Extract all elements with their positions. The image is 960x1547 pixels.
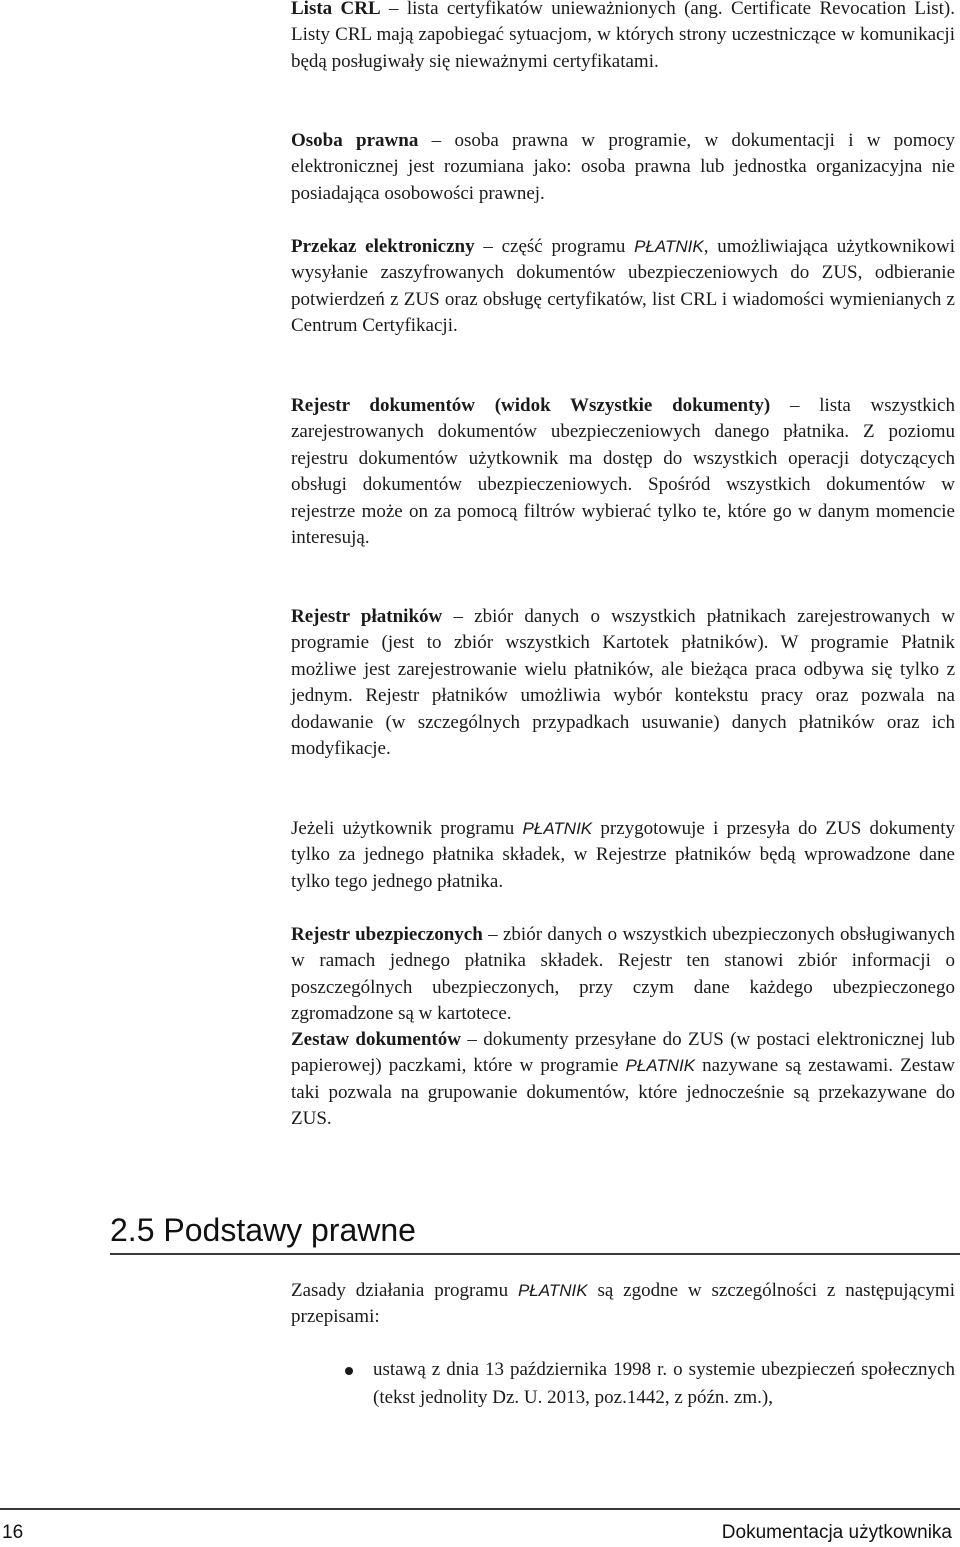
list-item-text: ustawą z dnia 13 października 1998 r. o systemie ubezpieczeń społecznych (tekst jednolity Dz. U. 2013, poz.1442, z późn. zm.), <box>373 1359 955 1408</box>
glossary-entry-lista-crl <box>291 0 955 75</box>
program-name: PŁATNIK <box>522 819 593 838</box>
glossary-paragraph <box>291 234 955 340</box>
term-dash: – <box>418 130 455 151</box>
glossary-entry-rejestr-ubezpieczonych <box>291 922 955 1028</box>
glossary-definition: , umożliwiająca użytkownikowi wysyłanie zaszyfrowanych dokumentów ubezpieczeniowych do ZUS, odbieranie potwierdzeń z ZUS oraz obsługę certyfikatów, list CRL i wiadomości wymienianych z Centrum Certyfikacji. <box>291 236 955 337</box>
list-item <box>291 1356 955 1411</box>
glossary-definition: zbiór danych o wszystkich płatnikach zarejestrowanych w programie (jest to zbiór wszystkich Kartotek płatników). W programie Płatnik możliwe jest zarejestrowanie wielu płatników, ale bieżąca praca odbywa się tylko z jednym. Rejestr płatników umożliwia wybór kontekstu pracy oraz pozwala na dodawanie (w szczególnych przypadkach usuwanie) danych płatników oraz ich modyfikacje. <box>291 606 955 760</box>
glossary-paragraph <box>291 128 955 207</box>
glossary-definition: osoba prawna w programie, w dokumentacji i w pomocy elektronicznej jest rozumiana jako: osoba prawna lub jednostka organizacyjna nie posiadająca osobowości prawnej. <box>291 130 956 204</box>
section-divider <box>110 1253 960 1255</box>
glossary-note-single-payer <box>291 816 955 895</box>
page-number: 16 <box>2 1522 24 1543</box>
term-dash: – <box>770 395 820 416</box>
program-name: PŁATNIK <box>625 1056 696 1076</box>
glossary-paragraph <box>291 922 955 1028</box>
intro-text: są zgodne w szczególności z następującymi przepisami: <box>291 1280 955 1328</box>
glossary-term: Przekaz elektroniczny <box>291 236 475 257</box>
glossary-definition: lista wszystkich zarejestrowanych dokumentów ubezpieczeniowych danego płatnika. Z poziomu rejestru dokumentów użytkownik ma dostęp do wszystkich operacji dotyczących obsługi dokumentów ubezpieczeniowych. Spośród wszystkich dokumentów w rejestrze może on za pomocą filtrów wybierać tylko te, które go w danym momencie interesują. <box>291 395 955 549</box>
footer-title: Dokumentacja użytkownika <box>721 1522 952 1543</box>
note-paragraph <box>291 816 955 895</box>
intro-paragraph <box>291 1278 955 1331</box>
glossary-term: Zestaw dokumentów <box>291 1029 461 1050</box>
glossary-term: Rejestr dokumentów (widok Wszystkie dokumenty) <box>291 395 771 416</box>
glossary-entry-osoba-prawna <box>291 128 955 207</box>
term-dash: – <box>460 1029 484 1050</box>
footer-divider <box>0 1508 960 1510</box>
glossary-paragraph <box>291 393 955 551</box>
glossary-paragraph <box>291 0 955 75</box>
glossary-entry-zestaw-dokumentow <box>291 1027 955 1133</box>
note-text: przygotowuje i przesyła do ZUS dokumenty tylko za jednego płatnika składek, w Rejestrze płatników będą wprowadzone dane tylko tego jednego płatnika. <box>291 818 955 892</box>
bullet-icon <box>345 1367 353 1375</box>
glossary-entry-rejestr-dokumentow <box>291 393 955 551</box>
glossary-definition-lead: dokumenty przesyłane do ZUS (w postaci elektronicznej lub papierowej) paczkami, które w programie <box>291 1029 956 1077</box>
glossary-term: Rejestr płatników <box>291 606 443 627</box>
program-name: PŁATNIK <box>634 237 704 256</box>
glossary-definition: lista certyfikatów unieważnionych (ang. Certificate Revocation List). Listy CRL mają zapobiegać sytuacjom, w których strony uczestniczące w komunikacji będą posługiwały się nieważnymi certyfikatami. <box>291 0 955 72</box>
glossary-entry-rejestr-platnikow <box>291 604 955 762</box>
glossary-term: Rejestr ubezpieczonych <box>291 924 483 945</box>
term-dash: – <box>482 924 503 945</box>
glossary-entry-przekaz-elektroniczny <box>291 234 955 340</box>
glossary-definition: nazywane są zestawami. Zestaw taki pozwala na grupowanie dokumentów, które jednocześnie są przekazywane do ZUS. <box>291 1055 955 1130</box>
term-dash: – <box>380 0 407 19</box>
glossary-term: Lista CRL <box>291 0 381 19</box>
term-dash: – <box>474 236 502 257</box>
program-name: PŁATNIK <box>517 1281 588 1300</box>
term-dash: – <box>442 606 475 627</box>
section-heading: 2.5 Podstawy prawne <box>110 1212 416 1248</box>
note-lead: Jeżeli użytkownik programu <box>291 818 523 839</box>
legal-basis-list <box>291 1356 955 1411</box>
section-intro <box>291 1278 955 1331</box>
glossary-term: Osoba prawna <box>291 130 419 151</box>
intro-lead: Zasady działania programu <box>291 1280 518 1301</box>
glossary-paragraph <box>291 1027 955 1133</box>
glossary-definition: zbiór danych o wszystkich ubezpieczonych obsługiwanych w ramach jednego płatnika składek. Rejestr ten stanowi zbiór informacji o poszczególnych ubezpieczonych, przy czym dane każdego ubezpieczonego zgromadzone są w kartotece. <box>291 924 956 1025</box>
glossary-paragraph <box>291 604 955 762</box>
glossary-definition-lead: część programu <box>501 236 635 257</box>
